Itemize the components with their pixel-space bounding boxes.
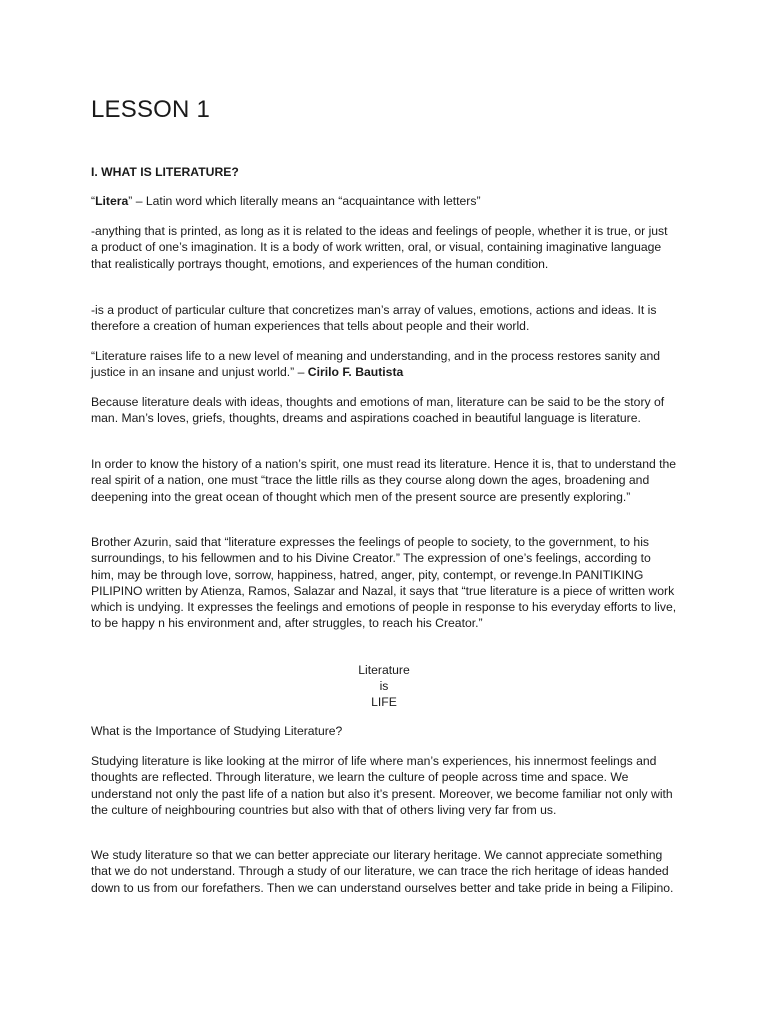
motto-line-life: LIFE — [371, 695, 397, 709]
paragraph-literary-heritage: We study literature so that we can better appreciate our literary heritage. We cannot appreciate something that we do not understand. Through a study of our literature, we can trace the rich heritage of ideas handed down to us from our forefathers. Then we can understand ourselves better and take pride in being a Filipino. — [91, 848, 674, 895]
importance-question: What is the Importance of Studying Literature? — [91, 724, 343, 738]
paragraph-brother-azurin: Brother Azurin, said that “literature expresses the feelings of people to society, to the government, to his surroundings, to his fellowmen and to his Divine Creator.” The expression of one’s feelings, according to him, may be through love, sorrow, happiness, hatred, anger, pity, contempt, or revenge.In PANITIKING PILIPINO written by Atienza, Ramos, Salazar and Nazal, it says that “true literature is a piece of written work which is undying. It expresses the feelings and emotions of people in response to his everyday efforts to live, to be happy n his environment and, after struggles, to reach his Creator.” — [91, 535, 677, 631]
paragraph-product-of-culture: -is a product of particular culture that concretizes man’s array of values, emotions, actions and ideas. It is therefore a creation of human experiences that tells about people and their world. — [91, 303, 657, 334]
motto-line-is: is — [379, 679, 389, 693]
definition-rest: ” – Latin word which literally means an “acquaintance with letters” — [128, 194, 481, 208]
definition-line — [91, 193, 677, 209]
section-heading: I. WHAT IS LITERATURE? — [91, 165, 239, 179]
lesson-title: LESSON 1 — [91, 96, 210, 123]
paragraph-anything-printed: -anything that is printed, as long as it is related to the ideas and feelings of people, whether it is true, or just a product of one’s imagination. It is a body of work written, oral, or visual, containing imaginative language that realistically portrays thought, emotions, and experiences of the human condition. — [91, 224, 668, 271]
document-page — [91, 0, 677, 1024]
quote-text: “Literature raises life to a new level of meaning and understanding, and in the process restores sanity and justice in an insane and unjust world.” – — [91, 349, 661, 380]
motto-line-literature: Literature — [358, 663, 410, 677]
quote-author: Cirilo F. Bautista — [307, 365, 404, 380]
paragraph-nation-spirit: In order to know the history of a nation’s spirit, one must read its literature. Hence it is, that to understand the real spirit of a nation, one must “trace the little rills as they course along down the ages, broadening and deepening into the great ocean of thought which men of the present source are presently exploring.” — [91, 457, 677, 504]
definition-open-quote: “ — [91, 194, 96, 208]
paragraph-mirror-of-life: Studying literature is like looking at the mirror of life where man’s experiences, his innermost feelings and thoughts are reflected. Through literature, we learn the culture of people across time and space. We understand not only the past life of a nation but also it’s present. Moreover, we become familiar not only with the culture of neighbouring countries but also with that of others living very far from us. — [91, 754, 673, 817]
bautista-quote — [91, 348, 677, 381]
paragraph-story-of-man: Because literature deals with ideas, thoughts and emotions of man, literature can be said to be the story of man. Man’s loves, griefs, thoughts, dreams and aspirations coached in beautiful language is literature. — [91, 395, 665, 426]
definition-term: Litera — [95, 194, 129, 208]
